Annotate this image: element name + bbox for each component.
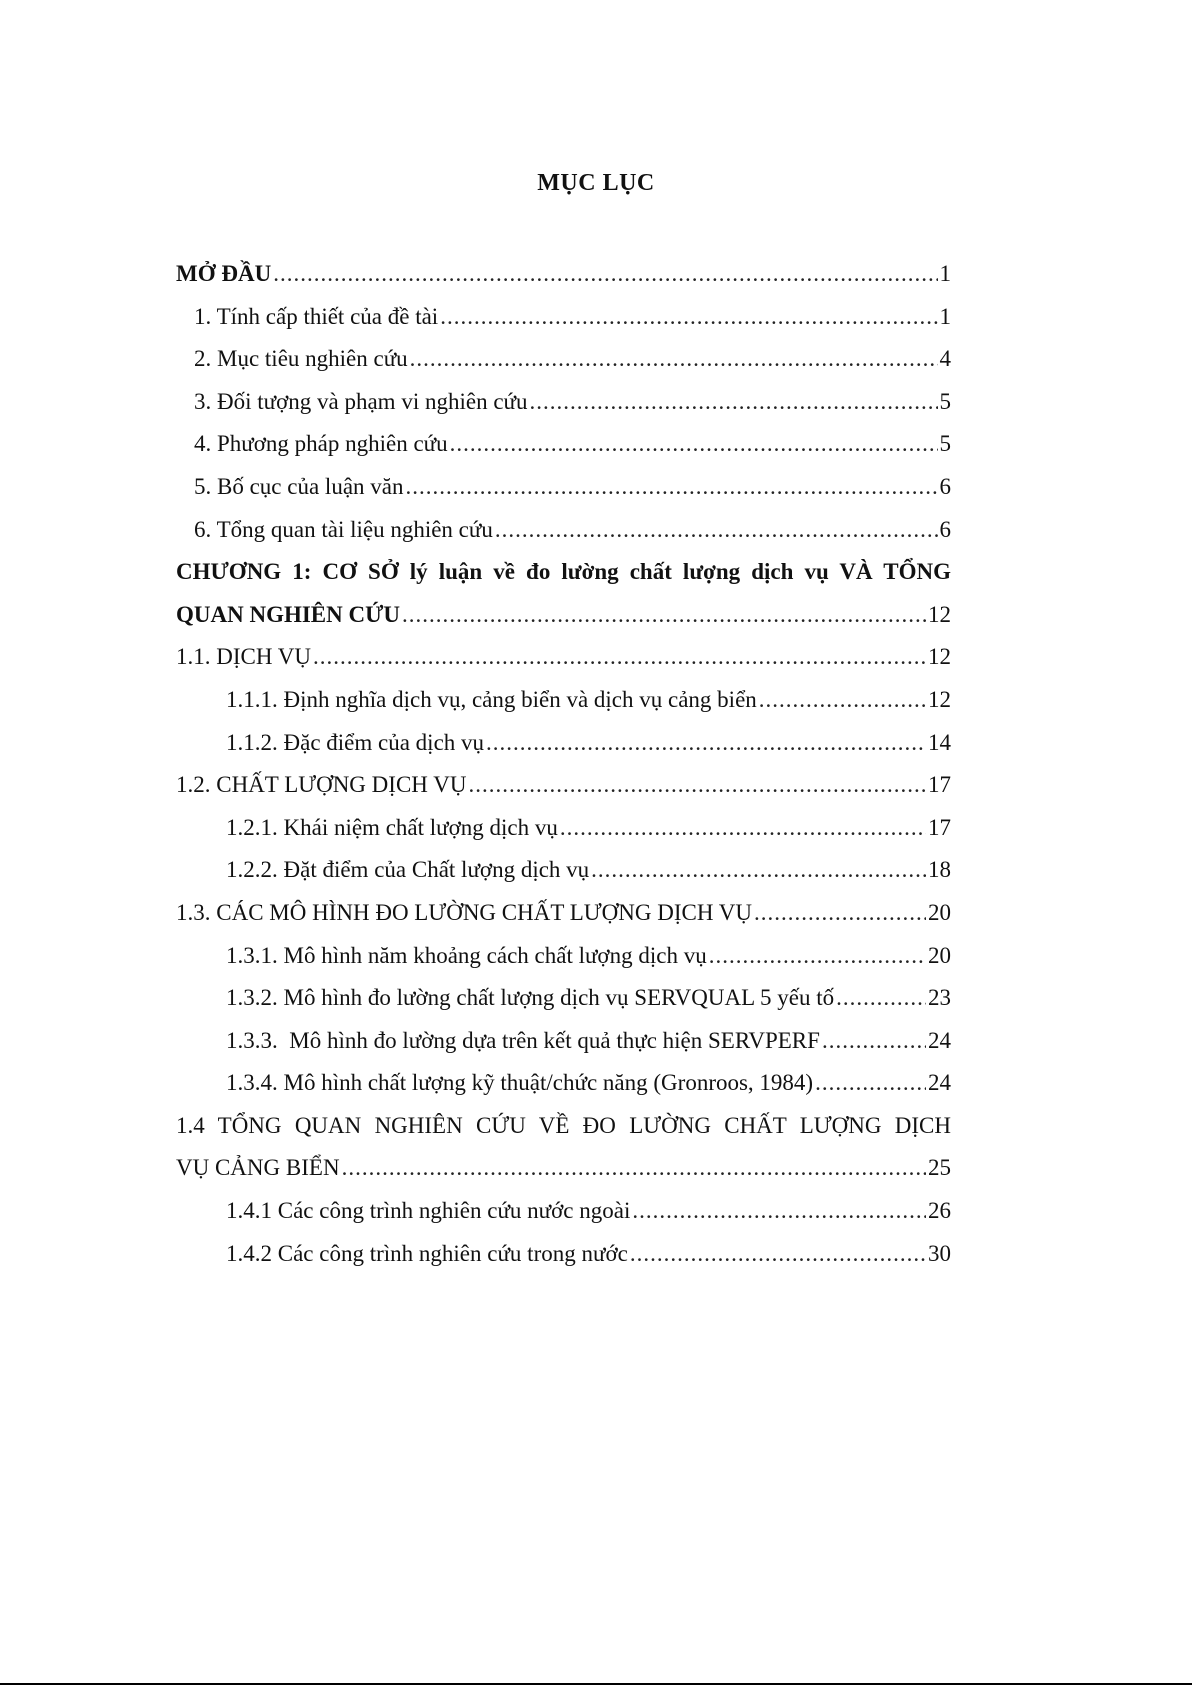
dot-leader [440, 296, 937, 339]
toc-entry-label-line1: 1.4 TỔNG QUAN NGHIÊN CỨU VỀ ĐO LƯỜNG CHẤT LƯỢNG DỊCH [176, 1112, 951, 1138]
toc-entry-label: 1.4.2 Các công trình nghiên cứu trong nước [226, 1240, 628, 1266]
toc-page-number: 1 [939, 303, 951, 329]
dot-leader [560, 807, 926, 850]
toc-entry-1-3-2[interactable] [176, 977, 951, 1020]
toc-entry-label: 1.2.1. Khái niệm chất lượng dịch vụ [226, 814, 558, 840]
dot-leader [709, 935, 926, 978]
toc-entry-1-2-1[interactable] [176, 807, 951, 850]
dot-leader [759, 679, 926, 722]
toc-entry-label-line1: CHƯƠNG 1: CƠ SỞ lý luận về đo lường chất lượng dịch vụ VÀ TỔNG [176, 559, 951, 585]
toc-entry-label: 2. Mục tiêu nghiên cứu [194, 346, 408, 372]
toc-page-number: 4 [939, 346, 951, 372]
toc-entry-mo-dau[interactable] [176, 253, 951, 296]
dot-leader [405, 466, 937, 509]
dot-leader [410, 338, 938, 381]
dot-leader [313, 636, 926, 679]
dot-leader [495, 509, 938, 552]
toc-entry-label: 1.1. DỊCH VỤ [176, 644, 312, 670]
toc-entry-label: 1.1.2. Đặc điểm của dịch vụ [226, 729, 485, 755]
toc-entry-label: 1.3.1. Mô hình năm khoảng cách chất lượng dịch vụ [226, 942, 707, 968]
toc-entry-1-1-2[interactable] [176, 722, 951, 765]
toc-page-number: 30 [928, 1240, 951, 1266]
toc-page-number: 14 [928, 729, 951, 755]
toc-entry-label: 1.4.1 Các công trình nghiên cứu nước ngoài [226, 1198, 631, 1224]
toc-entry-label-line2: VỤ CẢNG BIỂN [176, 1155, 340, 1181]
toc-page-number: 5 [939, 388, 951, 414]
toc-entry-1-3-1[interactable] [176, 935, 951, 978]
dot-leader [754, 892, 926, 935]
toc-entry-chuong-1[interactable] [176, 551, 951, 636]
toc-page-number: 1 [939, 261, 951, 286]
toc-entry-label: 5. Bố cục của luận văn [194, 473, 404, 499]
toc-page-number: 17 [928, 814, 951, 840]
toc-entry-1-3-4[interactable] [176, 1062, 951, 1105]
toc-entry-label: 1. Tính cấp thiết của đề tài [194, 303, 439, 329]
toc-page-number: 5 [939, 431, 951, 457]
toc-page-number: 26 [928, 1198, 951, 1224]
toc-page-number: 20 [928, 942, 951, 968]
dot-leader [815, 1062, 926, 1105]
toc-entry-label: 6. Tổng quan tài liệu nghiên cứu [194, 516, 493, 542]
toc-entry-label: MỞ ĐẦU [176, 261, 272, 286]
toc-entry-1-2-2[interactable] [176, 849, 951, 892]
toc-entry-1-1-1[interactable] [176, 679, 951, 722]
toc-entry-1-2[interactable] [176, 764, 951, 807]
toc-entry-2[interactable] [176, 338, 951, 381]
toc-entry-label: 4. Phương pháp nghiên cứu [194, 431, 448, 457]
toc-entry-label-line2: QUAN NGHIÊN CỨU [176, 601, 401, 627]
toc-entry-label: 1.1.1. Định nghĩa dịch vụ, cảng biển và dịch vụ cảng biển [226, 686, 757, 712]
toc-page-number: 12 [928, 686, 951, 712]
dot-leader [273, 253, 937, 296]
toc-entry-3[interactable] [176, 381, 951, 424]
dot-leader [632, 1190, 926, 1233]
toc-entry-1-1[interactable] [176, 636, 951, 679]
toc-entry-1-4-2[interactable] [176, 1233, 951, 1276]
dot-leader [342, 1147, 926, 1190]
dot-leader [468, 764, 926, 807]
toc-entry-label: 1.3.4. Mô hình chất lượng kỹ thuật/chức năng (Gronroos, 1984) [226, 1070, 814, 1096]
dot-leader [450, 423, 938, 466]
toc-entry-label: 1.2.2. Đặt điểm của Chất lượng dịch vụ [226, 857, 590, 883]
toc-page-number: 12 [928, 644, 951, 670]
toc-page-number: 20 [928, 899, 951, 925]
toc-entry-6[interactable] [176, 509, 951, 552]
dot-leader [630, 1233, 926, 1276]
page-title: MỤC LỤC [537, 170, 655, 196]
toc-entry-4[interactable] [176, 423, 951, 466]
dot-leader [822, 1020, 926, 1063]
toc-page-number: 23 [928, 985, 951, 1011]
toc-entry-label: 1.3.3. Mô hình đo lường dựa trên kết quả thực hiện SERVPERF [226, 1027, 820, 1053]
dot-leader [530, 381, 938, 424]
toc-entry-1-4-1[interactable] [176, 1190, 951, 1233]
toc-page-number: 12 [928, 601, 951, 627]
dot-leader [486, 722, 926, 765]
toc-entry-label: 1.2. CHẤT LƯỢNG DỊCH VỤ [176, 772, 467, 798]
toc-entry-label: 3. Đối tượng và phạm vi nghiên cứu [194, 388, 528, 414]
toc-page-number: 25 [928, 1155, 951, 1181]
toc-page-number: 24 [928, 1070, 951, 1096]
toc-entry-1-3-3[interactable] [176, 1020, 951, 1063]
toc-page-number: 18 [928, 857, 951, 883]
toc-entry-1[interactable] [176, 296, 951, 339]
toc-entry-1-3[interactable] [176, 892, 951, 935]
toc-page-number: 6 [939, 516, 951, 542]
toc-page-number: 6 [939, 473, 951, 499]
toc-entry-5[interactable] [176, 466, 951, 509]
toc-entry-label: 1.3.2. Mô hình đo lường chất lượng dịch vụ SERVQUAL 5 yếu tố [226, 985, 835, 1011]
toc-page-number: 24 [928, 1027, 951, 1053]
dot-leader [402, 594, 926, 637]
toc-page-number: 17 [928, 772, 951, 798]
toc-entry-label: 1.3. CÁC MÔ HÌNH ĐO LƯỜNG CHẤT LƯỢNG DỊCH VỤ [176, 899, 752, 925]
dot-leader [836, 977, 926, 1020]
dot-leader [591, 849, 926, 892]
table-of-contents [176, 253, 951, 1275]
toc-entry-1-4[interactable] [176, 1105, 951, 1190]
